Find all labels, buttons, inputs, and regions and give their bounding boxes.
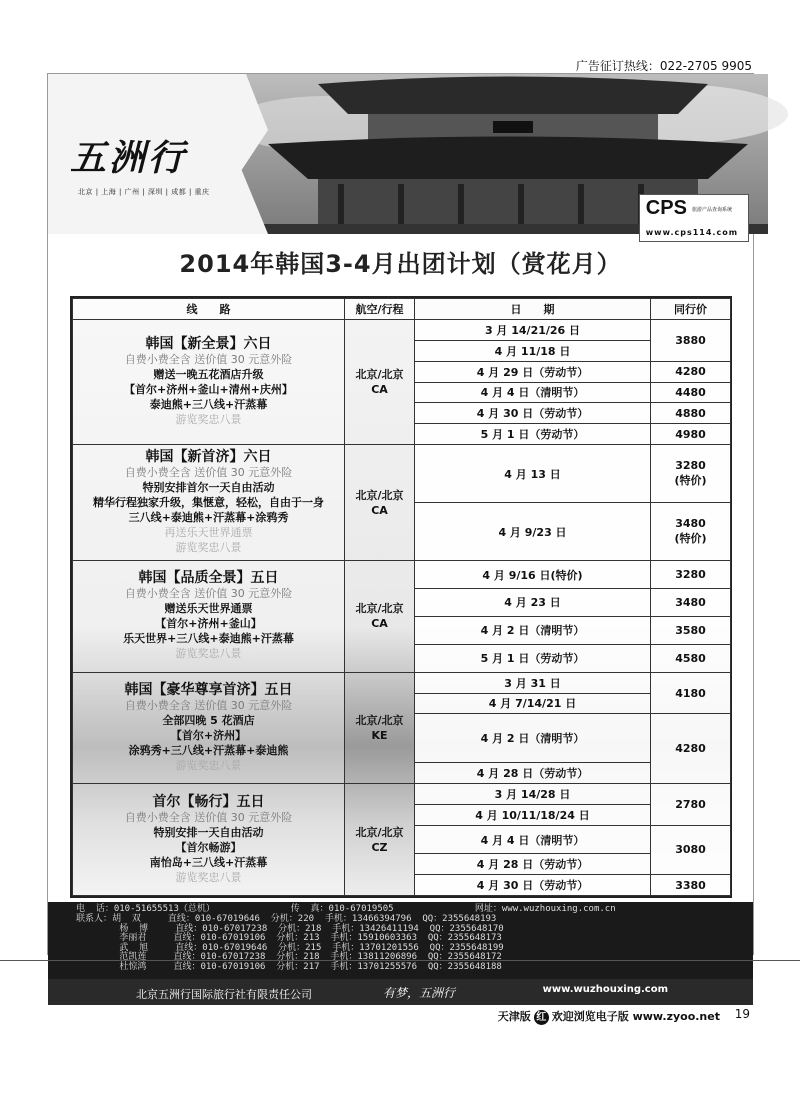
cps-name: CPS [645, 197, 687, 219]
banner [48, 74, 753, 237]
airline-route: 北京/北京 [355, 713, 404, 727]
contact-row: 杜惊鸿 直线：010-67019106 分机：217 手机：13701255576 QQ：2355648188 [76, 961, 502, 972]
route-line: 再送乐天世界通票 [164, 526, 253, 540]
airline-code: CA [371, 383, 388, 397]
tour-schedule-table [70, 296, 732, 898]
date-cell: 4 月 4 日（清明节） [415, 825, 651, 853]
airline-route: 北京/北京 [355, 602, 404, 616]
route-cell [73, 320, 345, 445]
contact-footer [48, 902, 753, 954]
contact-row: 范凯莲 直线：010-67017238 分机：218 手机：13811206896 QQ：2355648172 [76, 952, 502, 962]
price-cell: 4480 [651, 382, 731, 403]
route-cell [73, 561, 345, 673]
contact-row: 联系人：胡 双 直线：010-67019646 分机：220 手机：13466394796 QQ：2355648193 [76, 914, 497, 924]
price-cell: 3080 [651, 825, 731, 874]
airline-route: 北京/北京 [355, 368, 404, 382]
date-cell: 3 月 31 日 [415, 672, 651, 693]
route-line: 【首尔+济州+釜山】 [155, 617, 262, 631]
date-cell: 4 月 29 日（劳动节） [415, 361, 651, 382]
route-cell [73, 672, 345, 784]
price-note: (特价) [674, 532, 707, 546]
contact-line-main: 电 话：010-51655513（总机） 传 真：010-67019505 网址：www.wuzhouxing.com.cn [76, 904, 616, 914]
price-cell: 4880 [651, 403, 731, 424]
price-cell [651, 503, 731, 561]
route-line: 游览奖忠八景 [175, 413, 242, 427]
date-cell: 4 月 11/18 日 [415, 340, 651, 361]
route-title: 韩国【豪华尊享首济】五日 [124, 681, 293, 698]
header-airline: 航空/行程 [345, 299, 415, 320]
header-route: 线 路 [73, 299, 345, 320]
table-header-row [73, 299, 731, 320]
advertisement-frame [47, 73, 754, 1001]
divider [0, 960, 800, 961]
company-website: www.wuzhouxing.com [542, 984, 668, 995]
cps-url: www.cps114.com [645, 228, 739, 237]
price-value: 3280 [675, 459, 706, 473]
route-line: 赠送一晚五花酒店升级 [153, 368, 264, 382]
price-cell: 3880 [651, 320, 731, 362]
route-line: 特别安排一天自由活动 [153, 825, 264, 839]
date-cell: 5 月 1 日（劳动节） [415, 644, 651, 672]
company-name: 北京五洲行国际旅行社有限责任公司 [136, 988, 312, 1001]
route-line: 【首尔+济州】 [170, 728, 247, 742]
airline-code: CZ [371, 840, 388, 854]
route-line: 精华行程独家升级，集惬意，轻松，自由于一身 [93, 496, 324, 510]
date-cell: 4 月 30 日（劳动节） [415, 403, 651, 424]
price-value: 3480 [675, 517, 706, 531]
route-line: 游览奖忠八景 [175, 541, 242, 555]
route-line: 游览奖忠八景 [175, 870, 242, 884]
route-line: 自费小费全含 送价值 30 元意外险 [124, 810, 293, 824]
route-line: 游览奖忠八景 [175, 758, 242, 772]
edition-prefix: 天津版 [497, 1010, 531, 1023]
price-cell: 3280 [651, 561, 731, 589]
airline-route: 北京/北京 [355, 825, 404, 839]
price-cell: 4280 [651, 714, 731, 784]
cps-tagline: 旅游产品查询系统 [692, 206, 733, 213]
price-cell [651, 445, 731, 503]
airline-code: KE [371, 728, 388, 742]
table-row [73, 672, 731, 693]
date-cell: 4 月 9/16 日(特价) [415, 561, 651, 589]
airline-cell [345, 672, 415, 784]
route-line: 自费小费全含 送价值 30 元意外险 [124, 698, 293, 712]
price-cell: 3380 [651, 875, 731, 896]
airline-cell [345, 445, 415, 561]
airline-code: CA [371, 617, 388, 631]
route-line: 特别安排首尔一天自由活动 [142, 481, 275, 495]
route-line: 涂鸦秀+三八线+汗蒸幕+泰迪熊 [128, 743, 289, 757]
price-cell: 3580 [651, 616, 731, 644]
table-row [73, 320, 731, 341]
price-cell: 4980 [651, 424, 731, 445]
table-row [73, 784, 731, 805]
route-line: 全部四晚 5 花酒店 [162, 713, 255, 727]
ad-hotline: 广告征订热线：022-2705 9905 [575, 59, 752, 73]
date-cell: 4 月 23 日 [415, 588, 651, 616]
price-cell: 4180 [651, 672, 731, 714]
date-cell: 4 月 2 日（清明节） [415, 714, 651, 763]
date-cell: 4 月 9/23 日 [415, 503, 651, 561]
route-title: 韩国【新全景】六日 [145, 336, 272, 353]
price-note: (特价) [674, 474, 707, 488]
route-line: 自费小费全含 送价值 30 元意外险 [124, 353, 293, 367]
company-logo: 五洲行 [70, 137, 188, 179]
table-row [73, 445, 731, 503]
route-line: 泰迪熊+三八线+汗蒸幕 [149, 398, 268, 412]
route-title: 首尔【畅行】五日 [152, 793, 265, 810]
date-cell: 4 月 28 日（劳动节） [415, 854, 651, 875]
route-line: 赠送乐天世界通票 [164, 602, 253, 616]
date-cell: 3 月 14/28 日 [415, 784, 651, 805]
logo-cities: 北京 | 上海 | 广州 | 深圳 | 成都 | 重庆 [78, 188, 210, 196]
cps-badge [639, 194, 749, 242]
airline-cell [345, 561, 415, 673]
date-cell: 4 月 13 日 [415, 445, 651, 503]
table-row [73, 561, 731, 589]
edition-footer [498, 1008, 720, 1025]
route-line: 三八线+泰迪熊+汗蒸幕+涂鸦秀 [128, 511, 289, 525]
header-price: 同行价 [651, 299, 731, 320]
page-number: 19 [734, 1007, 750, 1021]
price-cell: 2780 [651, 784, 731, 826]
airline-route: 北京/北京 [355, 488, 404, 502]
edition-text: 欢迎浏览电子版 www.zyoo.net [551, 1010, 720, 1023]
date-cell: 4 月 7/14/21 日 [415, 693, 651, 714]
date-cell: 4 月 10/11/18/24 日 [415, 805, 651, 826]
route-title: 韩国【新首济】六日 [145, 449, 272, 466]
route-line: 自费小费全含 送价值 30 元意外险 [124, 466, 293, 480]
date-cell: 4 月 4 日（清明节） [415, 382, 651, 403]
contact-row: 武 旭 直线：010-67019646 分机：215 手机：13701201556 QQ：2355648199 [76, 942, 504, 953]
route-line: 乐天世界+三八线+泰迪熊+汗蒸幕 [123, 632, 294, 646]
route-line: 【首尔畅游】 [175, 840, 242, 854]
date-cell: 3 月 14/21/26 日 [415, 320, 651, 341]
date-cell: 4 月 30 日（劳动节） [415, 875, 651, 896]
date-cell: 4 月 2 日（清明节） [415, 616, 651, 644]
contact-row: 杨 博 直线：010-67017238 分机：218 手机：13426411194 QQ：2355648170 [76, 923, 504, 934]
price-cell: 3480 [651, 588, 731, 616]
route-line: 游览奖忠八景 [175, 647, 242, 661]
route-cell [73, 784, 345, 896]
airline-cell [345, 784, 415, 896]
contact-footer-2 [48, 954, 753, 979]
route-line: 【首尔+济州+釜山+清州+庆州】 [124, 383, 293, 397]
route-line: 南怡岛+三八线+汗蒸幕 [149, 855, 268, 869]
airline-code: CA [371, 503, 388, 517]
date-cell: 5 月 1 日（劳动节） [415, 424, 651, 445]
route-line: 自费小费全含 送价值 30 元意外险 [124, 587, 293, 601]
price-cell: 4580 [651, 644, 731, 672]
price-cell: 4280 [651, 361, 731, 382]
hong-badge-icon: 红 [534, 1010, 549, 1025]
date-cell: 4 月 28 日（劳动节） [415, 763, 651, 784]
route-cell [73, 445, 345, 561]
airline-cell [345, 320, 415, 445]
company-slogan: 有梦，五洲行 [383, 986, 456, 1000]
contact-row: 李丽君 直线：010-67019106 分机：213 手机：15910603363 QQ：2355648173 [76, 933, 502, 943]
header-date: 日 期 [415, 299, 651, 320]
route-title: 韩国【品质全景】五日 [138, 570, 279, 587]
page-title: 2014年韩国3-4月出团计划（赏花月） [179, 250, 622, 278]
